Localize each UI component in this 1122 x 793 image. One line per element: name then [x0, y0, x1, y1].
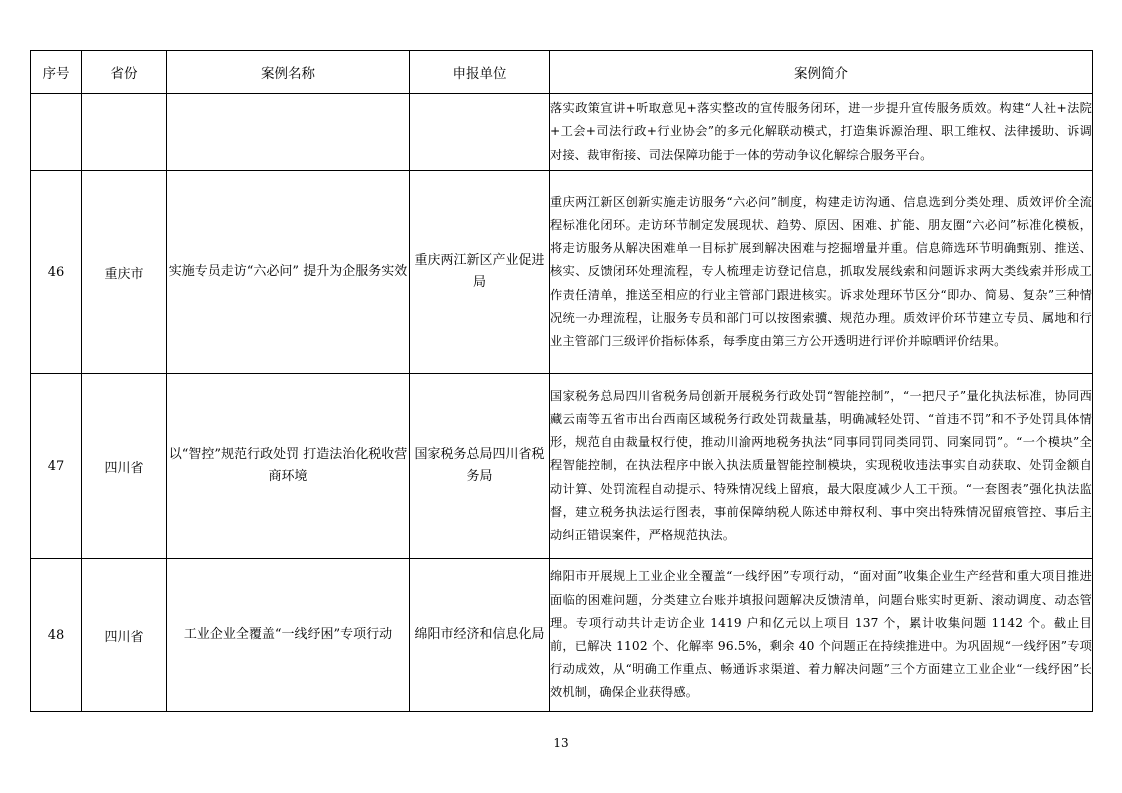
page-number: 13 — [553, 736, 569, 750]
table-row — [31, 559, 1093, 712]
row-case-summary: 绵阳市开展规上工业企业全覆盖“一线纾困”专项行动，“面对面”收集企业生产经营和重大项目推进面临的困难问题，分类建立台账并填报问题解决反馈清单，问题台账实时更新、滚动调度、动态管理。专项行动共计走访企业 1419 户和亿元以上项目 137 个，累计收集问题 1142 个。截止目前，已解决 1102 个、化解率 96.5%，剩余 40 个问题正在持续推进中。为巩固规“一线纾困”专项行动成效，从“明确工作重点、畅通诉求渠道、着力解决问题”三个方面建立工业企业“一线纾困”长效机制，确保企业获得感。 — [550, 559, 1093, 712]
case-table — [30, 50, 1093, 712]
table-row — [31, 94, 1093, 171]
table-row — [31, 171, 1093, 374]
header-seq: 序号 — [31, 51, 82, 94]
row-seq: 47 — [31, 374, 82, 559]
row-applicant-unit: 绵阳市经济和信息化局 — [410, 559, 550, 712]
row-case-name: 实施专员走访“六必问” 提升为企服务实效 — [167, 171, 410, 374]
row-seq: 46 — [31, 171, 82, 374]
header-case-summary: 案例简介 — [550, 51, 1093, 94]
header-applicant-unit: 申报单位 — [410, 51, 550, 94]
row-province: 重庆市 — [82, 171, 167, 374]
row-province — [82, 94, 167, 171]
row-seq: 48 — [31, 559, 82, 712]
table-header-row — [31, 51, 1093, 94]
row-seq — [31, 94, 82, 171]
row-case-name — [167, 94, 410, 171]
table-row — [31, 374, 1093, 559]
row-case-summary: 国家税务总局四川省税务局创新开展税务行政处罚“智能控制”，“一把尺子”量化执法标准，协同西藏云南等五省市出台西南区域税务行政处罚裁量基，明确减轻处罚、“首违不罚”和不予处罚具体情形，规范自由裁量权行使，推动川渝两地税务执法“同事同罚同类同罚、同案同罚”。“一个模块”全程智能控制，在执法程序中嵌入执法质量智能控制模块，实现税收违法事实自动获取、处罚金额自动计算、处罚流程自动提示、特殊情况线上留痕，最大限度减少人工干预。“一套图表”强化执法监督，建立税务执法运行图表，事前保障纳税人陈述申辩权利、事中突出特殊情况留痕管控、事后主动纠正错误案件，严格规范执法。 — [550, 374, 1093, 559]
row-case-name: 工业企业全覆盖“一线纾困”专项行动 — [167, 559, 410, 712]
header-case-name: 案例名称 — [167, 51, 410, 94]
row-province: 四川省 — [82, 374, 167, 559]
row-province: 四川省 — [82, 559, 167, 712]
row-applicant-unit — [410, 94, 550, 171]
row-case-summary: 重庆两江新区创新实施走访服务“六必问”制度，构建走访沟通、信息选到分类处理、质效评价全流程标准化闭环。走访环节制定发展现状、趋势、原因、困难、扩能、朋友圈“六必问”标准化模板，将走访服务从解决困难单一目标扩展到解决困难与挖掘增量并重。信息筛选环节明确甄别、推送、核实、反馈闭环处理流程，专人梳理走访登记信息，抓取发展线索和问题诉求两大类线索并形成工作责任清单，推送至相应的行业主管部门跟进核实。诉求处理环节区分“即办、简易、复杂”三种情况统一办理流程，让服务专员和部门可以按图索骥、规范办理。质效评价环节建立专员、属地和行业主管部门三级评价指标体系，每季度由第三方公开透明进行评价并晾晒评价结果。 — [550, 171, 1093, 374]
row-case-summary: 落实政策宣讲+听取意见+落实整改的宣传服务闭环，进一步提升宣传服务质效。构建“人社+法院+工会+司法行政+行业协会”的多元化解联动模式，打造集诉源治理、职工维权、法律援助、诉调对接、裁审衔接、司法保障功能于一体的劳动争议化解综合服务平台。 — [550, 94, 1093, 171]
row-case-name: 以“智控”规范行政处罚 打造法治化税收营商环境 — [167, 374, 410, 559]
row-applicant-unit: 国家税务总局四川省税务局 — [410, 374, 550, 559]
header-province: 省份 — [82, 51, 167, 94]
row-applicant-unit: 重庆两江新区产业促进局 — [410, 171, 550, 374]
